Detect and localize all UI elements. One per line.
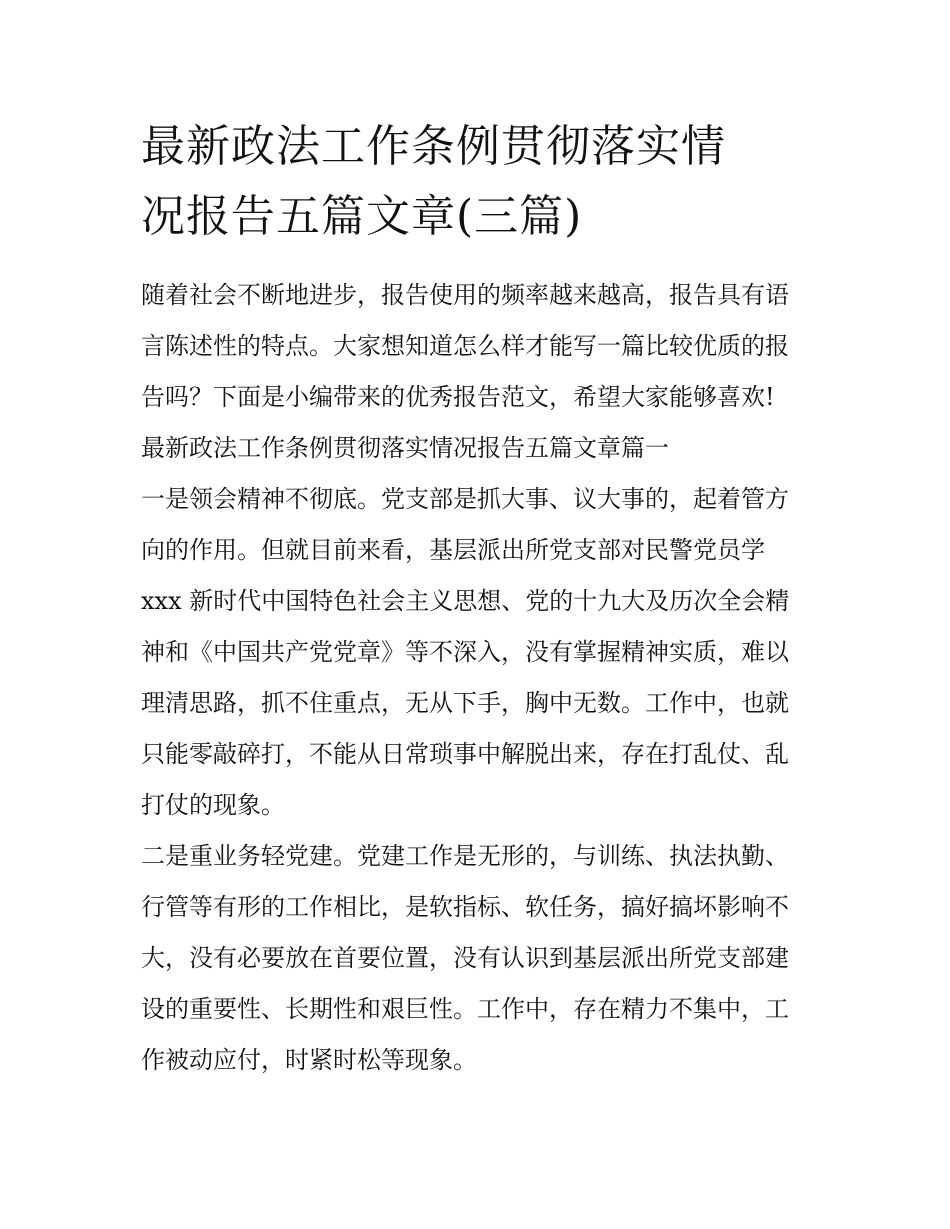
text-line: 一是领会精神不彻底。党支部是抓大事、议大事的，起着管方: [141, 485, 789, 513]
section-heading: [141, 423, 813, 474]
text-line: 只能零敲碎打，不能从日常琐事中解脱出来，存在打乱仗、乱: [141, 740, 789, 768]
text-line: 最新政法工作条例贯彻落实情况报告五篇文章篇一: [141, 434, 669, 462]
text-line: 理清思路，抓不住重点，无从下手，胸中无数。工作中，也就: [141, 689, 789, 717]
body-paragraph: [141, 474, 813, 831]
document-page: [141, 112, 813, 1086]
title-line: 最新政法工作条例贯彻落实情: [141, 121, 726, 172]
document-body: [141, 270, 813, 1086]
text-line: 设的重要性、长期性和艰巨性。工作中，存在精力不集中，工: [141, 995, 789, 1023]
body-paragraph: [141, 831, 813, 1086]
text-line: 神和《中国共产党党章》等不深入，没有掌握精神实质，难以: [141, 638, 789, 666]
text-line: 二是重业务轻党建。党建工作是无形的，与训练、执法执勤、: [141, 842, 789, 870]
text-line: 向的作用。但就目前来看，基层派出所党支部对民警党员学: [141, 536, 765, 564]
intro-paragraph: [141, 270, 813, 423]
text-line: 言陈述性的特点。大家想知道怎么样才能写一篇比较优质的报: [141, 332, 789, 360]
text-line: 打仗的现象。: [141, 791, 285, 819]
text-line: 作被动应付，时紧时松等现象。: [141, 1046, 477, 1074]
text-line: 大，没有必要放在首要位置，没有认识到基层派出所党支部建: [141, 944, 789, 972]
text-line: xxx 新时代中国特色社会主义思想、党的十九大及历次全会精: [141, 587, 790, 615]
document-title: [141, 112, 813, 252]
text-line: 随着社会不断地进步，报告使用的频率越来越高，报告具有语: [141, 281, 789, 309]
title-line: 况报告五篇文章(三篇): [141, 191, 583, 242]
text-line: 告吗？下面是小编带来的优秀报告范文，希望大家能够喜欢!: [141, 383, 775, 411]
text-line: 行管等有形的工作相比，是软指标、软任务，搞好搞坏影响不: [141, 893, 789, 921]
